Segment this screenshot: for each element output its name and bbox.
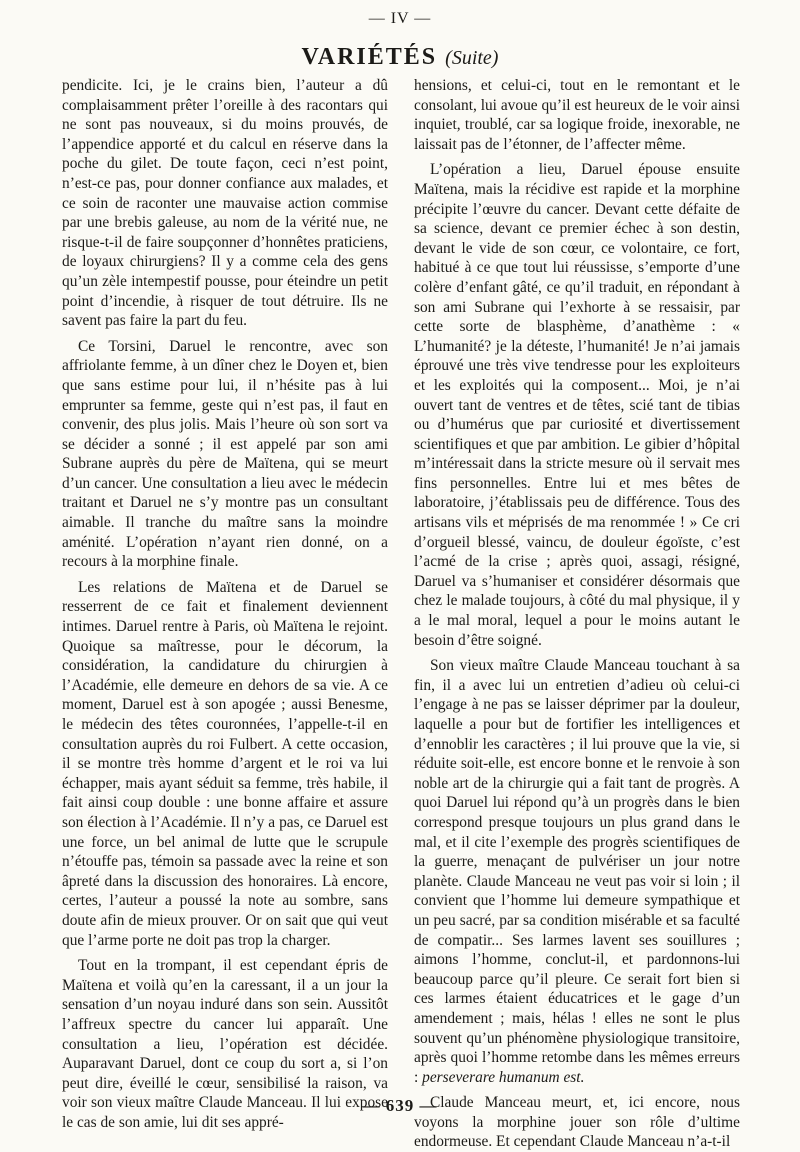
paragraph: Ce Torsini, Daruel le rencontre, avec son affriolante femme, à un dîner chez le Doyen et, bien que sans estime pour lui, il n’hésite pas à lui emprunter sa femme, geste qui n’est pas, il faut en convenir, des plus jolis. Mais l’heure où son sort va se décider a sonné ; il est appelé par son ami Subrane auprès du père de Maïtena, qui se meurt d’un cancer. Une consultation a lieu avec le médecin traitant et Daruel ne s’y montre pas un consultant aimable. Il tranche du maître sans la moindre aménité. L’opération n’ayant rien donné, on a recours à la morphine finale. xyxy=(62,337,388,571)
latin-quote: perseverare humanum est. xyxy=(422,1068,585,1086)
section-title-text: VARIÉTÉS xyxy=(301,44,438,70)
paragraph: hensions, et celui-ci, tout en le remontant et le consolant, lui avoue qu’il est heureux de le voir ainsi inquiet, troublé, car sa logique froide, inexorable, ne laissait pas de l’étonner, de l’affecter même. xyxy=(414,77,740,153)
section-title xyxy=(0,44,800,71)
paragraph-text: Son vieux maître Claude Manceau touchant à sa fin, il a avec lui un entretien d’adieu où celui-ci l’engage à ne pas se laisser déprimer par la douleur, laquelle a pour but de fortifier les intelligences et d’ennoblir les caractères ; il lui prouve que la vie, si réduite soit-elle, est encore bonne et le renvoie à son noble art de la chirurgie qui a fait tant de progrès. A quoi Daruel lui répond qu’à un progrès dans le bien correspond presque toujours un plus grand dans le mal, et il cite l’exemple des progrès scientifiques de la guerre, menaçant de pulvériser un jour notre planète. Claude Manceau ne veut pas voir si loin ; il convient que l’homme lui demeure sympathique et un peu sacré, par sa condition misérable et sa faculté de compatir... Ses larmes lavent ses souillures ; aimons l’homme, conclut-il, et pardonnons-lui beaucoup parce qu’il pleure. Ce serait fort bien si ces larmes étaient éducatrices et le gage d’un amendement ; mais, hélas ! elles ne sont le plus souvent qu’un phénomène physiologique transitoire, après quoi l’homme retombe dans les mêmes erreurs : xyxy=(414,657,740,1086)
section-title-suffix: (Suite) xyxy=(445,47,499,69)
paragraph: L’opération a lieu, Daruel épouse ensuite Maïtena, mais la récidive est rapide et la morphine précipite l’œuvre du cancer. Devant cette défaite de sa science, devant ce premier échec à son destin, devant le vide de son cœur, ce volontaire, ce fort, habitué à ce que tout lui réussisse, s’emporte d’une colère d’enfant gâté, ce qu’il traduit, en répondant à son ami Subrane qui l’exhorte à se ressaisir, par cette sorte de blasphème, d’anathème : « L’humanité? je la déteste, l’humanité! Je n’ai jamais éprouvé une très vive tendresse pour les exploiteurs et les exploités qui la composent... Moi, je n’ai ouvert tant de ventres et de têtes, scié tant de tibias ou d’humérus que par curiosité et divertissement scientifiques et que par ambition. Le gibier d’hôpital m’intéressait dans la stricte mesure où il servait mes fins personnelles. Entre lui et mes bêtes de laboratoire, j’établissais peu de différence. Tous des artisans vils et méprisés de ma renommée ! » Ce cri d’orgueil blessé, vaincu, de douleur égoïste, c’est l’acmé de la crise ; après quoi, assagi, résigné, Daruel va s’humaniser et considérer désormais que chez le malade toujours, à côté du mal physique, il y a le mal moral, lequel a pour le moins autant le besoin d’être soigné. xyxy=(414,161,740,649)
page-number: — 639 — xyxy=(362,1096,438,1115)
paragraph: Claude Manceau meurt, et, ici encore, nous voyons la morphine jouer son rôle d’ultime endormeuse. Et cependant Claude Manceau n’a-t-il xyxy=(414,1094,740,1151)
left-column xyxy=(62,76,388,1131)
roman-folio: — IV — xyxy=(368,10,432,27)
paragraph xyxy=(414,656,740,1087)
paragraph: Tout en la trompant, il est cependant épris de Maïtena et voilà qu’en la caressant, il a un jour la sensation d’un noyau induré dans son sein. Aussitôt l’affreux spectre du cancer lui apparaît. Une consultation a lieu, l’opération est décidée. Auparavant Daruel, dont ce coup du sort a, si l’on peut dire, éveillé le cœur, sensibilisé la raison, va voir son vieux maître Claude Manceau. Il lui expose le cas de son amie, lui dit ses appré- xyxy=(62,957,388,1131)
paragraph: Les relations de Maïtena et de Daruel se resserrent de ce fait et finalement deviennent intimes. Daruel rentre à Paris, où Maïtena le rejoint. Quoique sa maîtresse, pour le décorum, la considération, la candidature du chirurgien à l’Académie, elle demeure en dehors de sa vie. A ce moment, Daruel est à son apogée ; aussi Benesme, le médecin des têtes couronnées, l’appelle-t-il en consultation auprès du roi Fulbert. A cette occasion, il se montre très homme d’argent et le roi va lui échapper, mais ayant séduit sa femme, très habile, il fait ainsi coup double : une bonne affaire et assure son élection à l’Académie. Il n’y a pas, ce Daruel est une force, un bel animal de lutte que le scrupule n’étouffe pas, témoin sa passade avec la reine et son âpreté dans la discussion des honoraires. Là encore, certes, l’auteur a poussé la note au sombre, sans doute afin de mieux prouver. Or on sait que qui veut que l’arme porte ne doit pas trop la charger. xyxy=(62,578,388,949)
right-column xyxy=(414,76,740,1151)
paragraph: pendicite. Ici, je le crains bien, l’auteur a dû complaisamment prêter l’oreille à des racontars qui ne sont pas nouveaux, si du moins prouvés, de l’appendice apporté et du calcul en réserve dans la poche du gilet. De toute façon, ceci n’est point, n’est-ce pas, pour donner confiance aux malades, et ce soin de raconter une mauvaise action commise par une brebis galeuse, au nom de la vérité nue, ne risque-t-il de faire soupçonner d’honnêtes praticiens, de loyaux chirurgiens? Il y a comme cela des gens qu’un zèle intempestif pousse, pour éteindre un petit point d’incendie, à risquer de tout détruire. Ils ne savent pas faire la part du feu. xyxy=(62,77,388,330)
